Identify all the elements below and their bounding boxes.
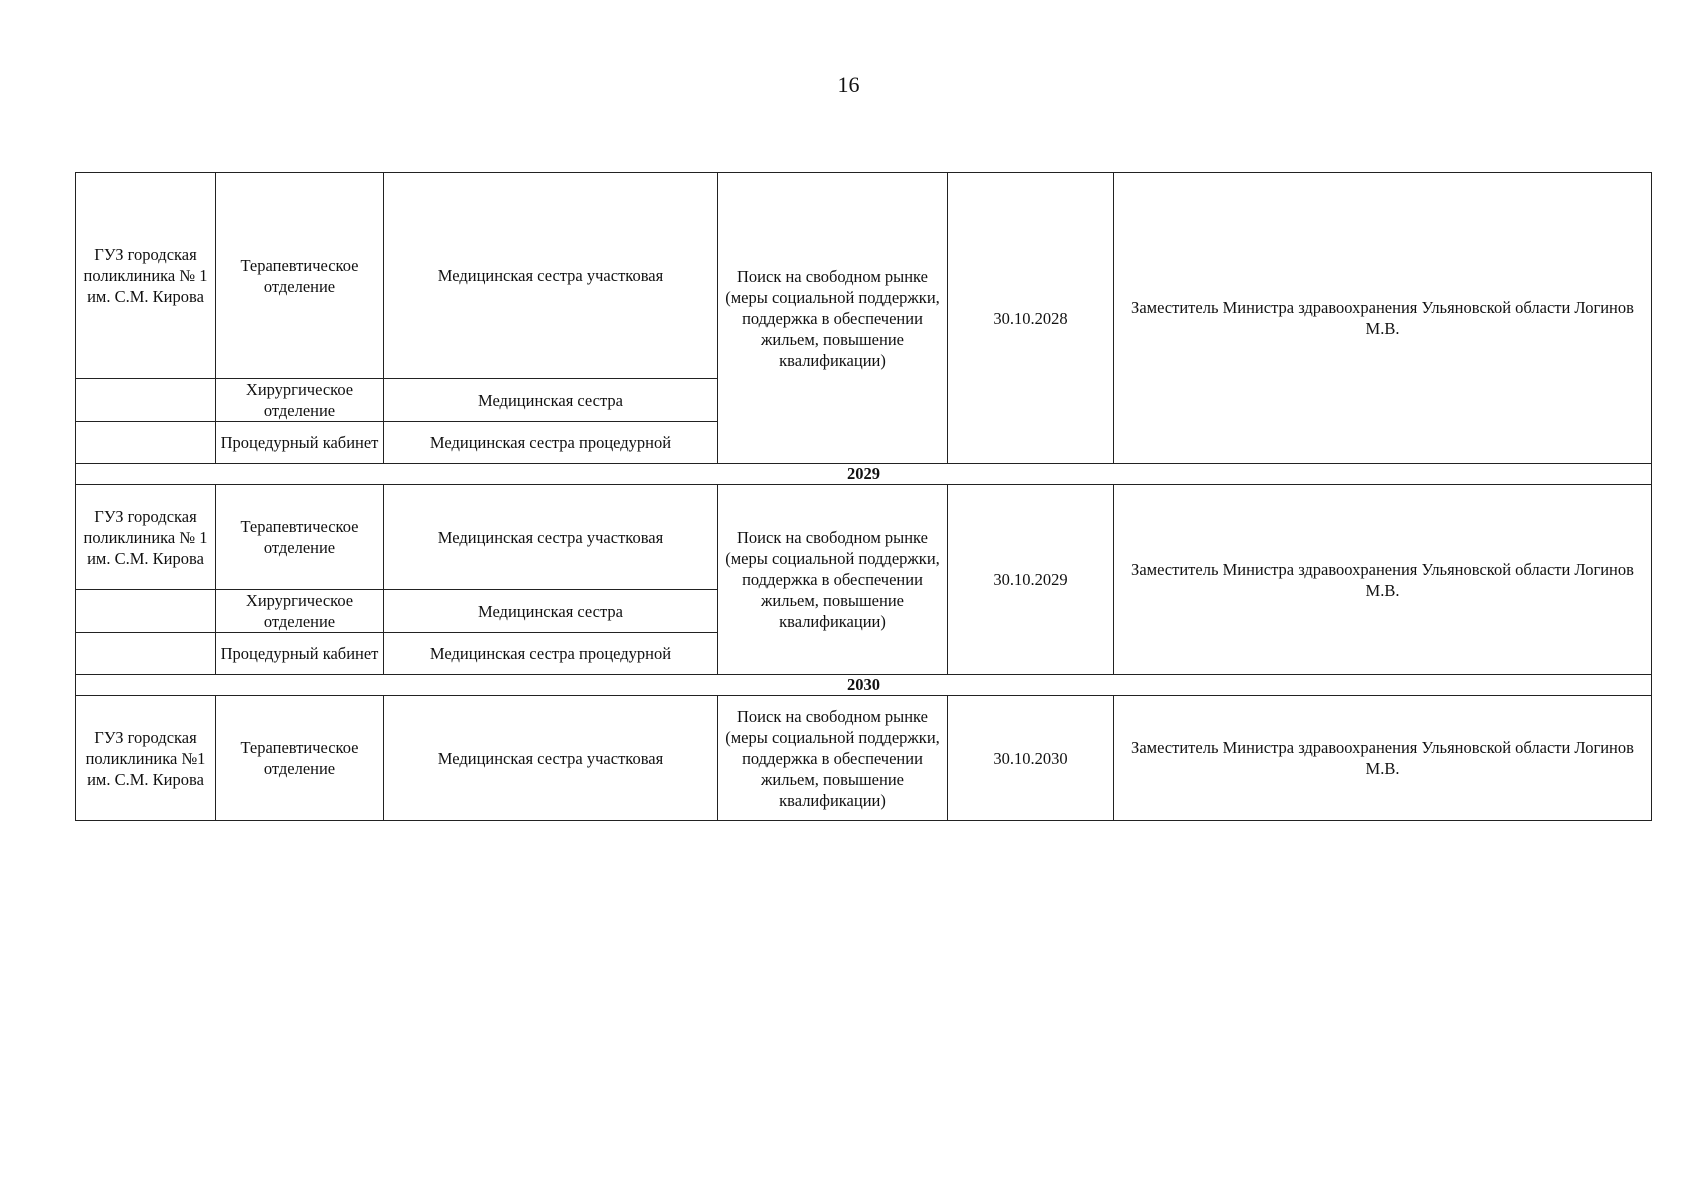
measures-cell: Поиск на свободном рынке (меры социальной поддержки, поддержка в обеспечении жильем, повышение квалификации) [718,696,948,821]
department-cell: Процедурный кабинет [216,422,384,464]
measures-cell: Поиск на свободном рынке (меры социальной поддержки, поддержка в обеспечении жильем, повышение квалификации) [718,485,948,675]
position-cell: Медицинская сестра участковая [384,173,718,379]
responsible-cell: Заместитель Министра здравоохранения Ульяновской области Логинов М.В. [1114,173,1652,464]
org-cell-empty [76,633,216,675]
deadline-cell: 30.10.2030 [948,696,1114,821]
org-cell-empty [76,422,216,464]
year-row [76,675,1652,696]
deadline-cell: 30.10.2028 [948,173,1114,464]
year-heading: 2029 [76,464,1652,485]
position-cell: Медицинская сестра [384,590,718,633]
table-row [76,696,1652,821]
position-cell: Медицинская сестра процедурной [384,422,718,464]
year-row [76,464,1652,485]
measures-cell: Поиск на свободном рынке (меры социальной поддержки, поддержка в обеспечении жильем, повышение квалификации) [718,173,948,464]
department-cell: Хирургическое отделение [216,590,384,633]
position-cell: Медицинская сестра участковая [384,696,718,821]
responsible-cell: Заместитель Министра здравоохранения Ульяновской области Логинов М.В. [1114,696,1652,821]
position-cell: Медицинская сестра участковая [384,485,718,590]
org-cell: ГУЗ городская поликлиника № 1 им. С.М. Кирова [76,173,216,379]
department-cell: Терапевтическое отделение [216,485,384,590]
staffing-plan-table [75,172,1652,821]
table-row [76,485,1652,590]
org-cell-empty [76,379,216,422]
year-heading: 2030 [76,675,1652,696]
department-cell: Процедурный кабинет [216,633,384,675]
position-cell: Медицинская сестра [384,379,718,422]
org-cell: ГУЗ городская поликлиника № 1 им. С.М. Кирова [76,485,216,590]
department-cell: Терапевтическое отделение [216,696,384,821]
table-row [76,173,1652,379]
responsible-cell: Заместитель Министра здравоохранения Ульяновской области Логинов М.В. [1114,485,1652,675]
department-cell: Терапевтическое отделение [216,173,384,379]
page-number: 16 [837,72,860,97]
deadline-cell: 30.10.2029 [948,485,1114,675]
org-cell-empty [76,590,216,633]
department-cell: Хирургическое отделение [216,379,384,422]
org-cell: ГУЗ городская поликлиника №1 им. С.М. Кирова [76,696,216,821]
position-cell: Медицинская сестра процедурной [384,633,718,675]
